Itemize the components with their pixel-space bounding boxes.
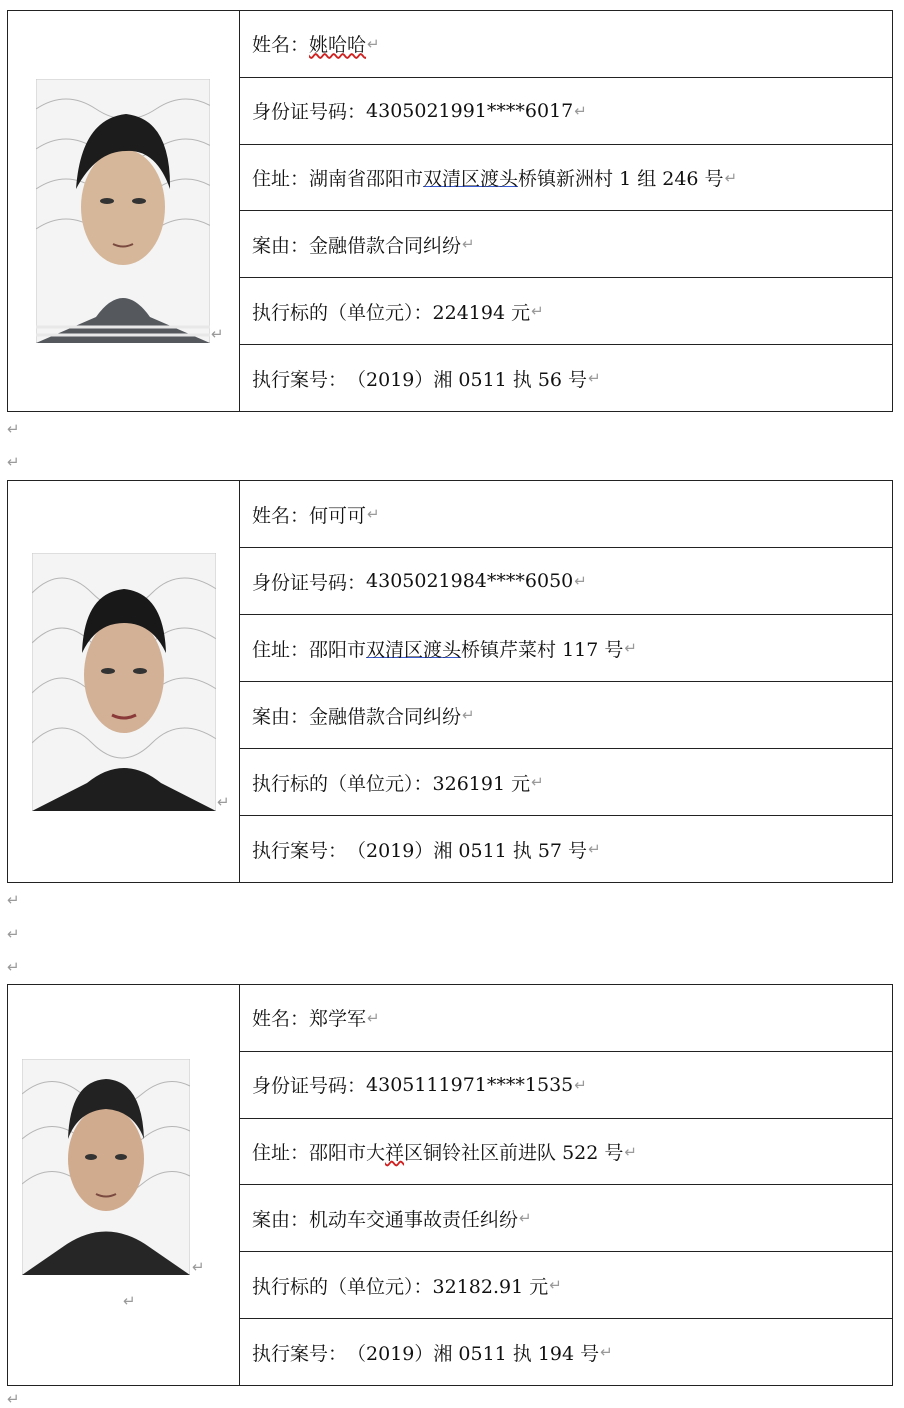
address-underlined: 双清区渡头 — [366, 638, 462, 661]
name-label: 姓名： — [252, 1008, 310, 1031]
caseno-row — [240, 1319, 892, 1385]
case-row — [240, 1185, 892, 1252]
paragraph-mark: ↵ — [531, 302, 544, 321]
name-row — [240, 985, 892, 1052]
paragraph-mark: ↵ — [519, 1209, 532, 1228]
case-label: 案由： — [252, 1208, 310, 1231]
id-value: 4305111971****1535 — [366, 1073, 574, 1096]
paragraph-mark: ↵ — [367, 1008, 380, 1027]
paragraph-mark: ↵ — [588, 840, 601, 858]
paragraph-mark: ↵ — [192, 1258, 205, 1276]
caseno-value: （2019）湘 0511 执 194 号 — [347, 1342, 600, 1365]
case-value: 金融借款合同纠纷 — [309, 234, 462, 257]
paragraph-mark: ↵ — [7, 420, 20, 438]
case-row — [240, 211, 892, 278]
paragraph-mark: ↵ — [7, 958, 20, 976]
amount-value: 326191 元 — [432, 772, 531, 795]
case-row — [240, 682, 892, 749]
address-value: 湖南省邵阳市 — [309, 168, 424, 191]
id-label: 身份证号码： — [252, 101, 367, 124]
paragraph-mark: ↵ — [588, 369, 601, 388]
address-label: 住址： — [252, 168, 310, 191]
caseno-value: （2019）湘 0511 执 56 号 — [347, 368, 588, 391]
paragraph-mark: ↵ — [7, 1390, 20, 1408]
name-label: 姓名： — [252, 34, 310, 57]
portrait-photo — [22, 1059, 190, 1275]
paragraph-mark: ↵ — [549, 1276, 562, 1295]
paragraph-mark: ↵ — [211, 325, 224, 343]
amount-label: 执行标的（单位元）： — [252, 772, 433, 795]
photo-cell — [8, 11, 240, 411]
address-label: 住址： — [252, 1142, 310, 1165]
record-fields — [240, 481, 892, 882]
person-record — [7, 984, 893, 1386]
photo-cell — [8, 985, 240, 1385]
paragraph-mark: ↵ — [367, 505, 380, 523]
photo-cell — [8, 481, 240, 882]
amount-row — [240, 1252, 892, 1319]
paragraph-mark: ↵ — [531, 773, 544, 791]
caseno-value: （2019）湘 0511 执 57 号 — [347, 839, 588, 862]
address-value-rest: 区铜铃社区前进队 522 号 — [404, 1142, 624, 1165]
id-row — [240, 548, 892, 615]
address-underlined: 双清区渡头 — [423, 168, 519, 191]
address-label: 住址： — [252, 638, 310, 661]
case-label: 案由： — [252, 705, 310, 728]
amount-value: 224194 元 — [432, 301, 531, 324]
address-row — [240, 615, 892, 682]
id-label: 身份证号码： — [252, 1075, 367, 1098]
paragraph-mark: ↵ — [624, 1142, 637, 1161]
paragraph-mark: ↵ — [624, 639, 637, 657]
id-row — [240, 1052, 892, 1119]
name-row — [240, 481, 892, 548]
case-label: 案由： — [252, 234, 310, 257]
address-value-rest: 桥镇新洲村 1 组 246 号 — [518, 168, 724, 191]
paragraph-mark: ↵ — [462, 235, 475, 254]
paragraph-mark: ↵ — [462, 706, 475, 724]
amount-row — [240, 278, 892, 345]
id-label: 身份证号码： — [252, 571, 367, 594]
case-value: 金融借款合同纠纷 — [309, 705, 462, 728]
caseno-label: 执行案号： — [252, 1342, 348, 1365]
amount-value: 32182.91 元 — [432, 1275, 549, 1298]
paragraph-mark: ↵ — [7, 925, 20, 943]
person-record — [7, 480, 893, 883]
amount-label: 执行标的（单位元）： — [252, 1275, 433, 1298]
name-label: 姓名： — [252, 504, 310, 527]
paragraph-mark: ↵ — [123, 1292, 136, 1310]
paragraph-mark: ↵ — [724, 168, 738, 187]
name-row — [240, 11, 892, 78]
caseno-row — [240, 345, 892, 411]
id-value: 4305021991****6017 — [366, 99, 574, 122]
id-value: 4305021984****6050 — [366, 570, 574, 592]
case-value: 机动车交通事故责任纠纷 — [309, 1208, 519, 1231]
address-row — [240, 1119, 892, 1186]
paragraph-mark: ↵ — [574, 101, 587, 120]
paragraph-mark: ↵ — [574, 1075, 587, 1094]
paragraph-mark: ↵ — [7, 891, 20, 909]
record-fields — [240, 11, 892, 411]
address-row — [240, 145, 892, 212]
name-value: 何可可 — [309, 504, 367, 527]
name-value: 姚哈哈 — [309, 34, 367, 57]
amount-row — [240, 749, 892, 816]
id-row — [240, 78, 892, 145]
paragraph-mark: ↵ — [600, 1343, 613, 1362]
address-value-rest: 桥镇芹菜村 117 号 — [461, 638, 624, 661]
paragraph-mark: ↵ — [367, 34, 380, 53]
caseno-row — [240, 816, 892, 882]
portrait-photo — [36, 79, 210, 343]
amount-label: 执行标的（单位元）： — [252, 301, 433, 324]
address-value: 邵阳市 — [309, 638, 367, 661]
paragraph-mark: ↵ — [217, 793, 230, 811]
record-fields — [240, 985, 892, 1385]
caseno-label: 执行案号： — [252, 839, 348, 862]
paragraph-mark: ↵ — [574, 572, 587, 590]
address-underlined: 祥 — [385, 1142, 405, 1165]
portrait-photo — [32, 553, 216, 811]
person-record — [7, 10, 893, 412]
caseno-label: 执行案号： — [252, 368, 348, 391]
address-value: 邵阳市大 — [309, 1142, 386, 1165]
paragraph-mark: ↵ — [7, 453, 20, 471]
name-value: 郑学军 — [309, 1008, 367, 1031]
